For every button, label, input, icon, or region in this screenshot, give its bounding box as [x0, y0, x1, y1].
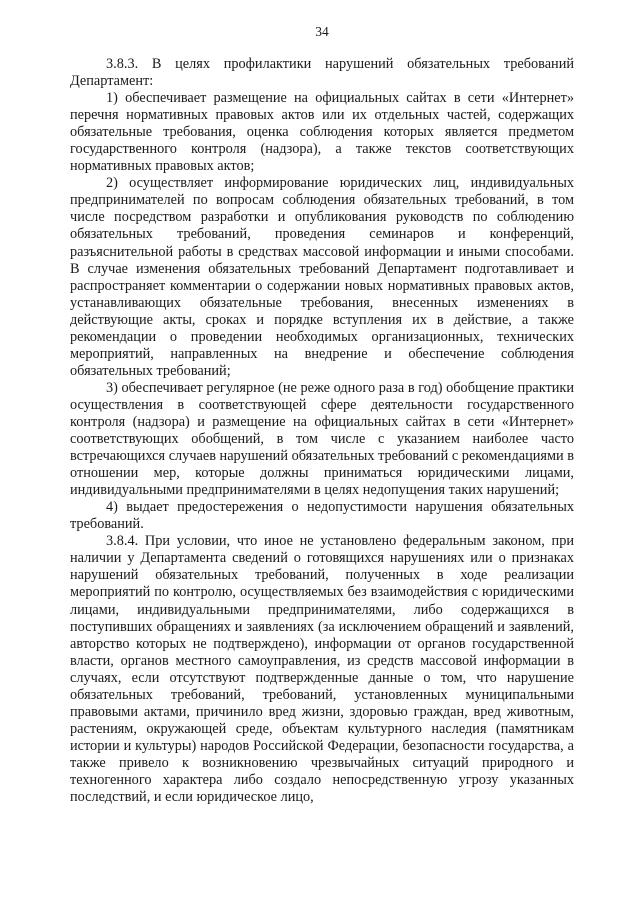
document-page	[70, 24, 574, 806]
paragraph-item-3: 3) обеспечивает регулярное (не реже одного раза в год) обобщение практики осуществления в соответствующей сфере деятельности государственного контроля (надзора) и размещение на официальных сайтах в сети «Интернет» соответствующих обобщений, в том числе с указанием наиболее часто встречающихся случаев нарушений обязательных требований с рекомендациями в отношении мер, которые должны приниматься юридическими лицами, индивидуальными предпринимателями в целях недопущения таких нарушений;	[70, 379, 574, 499]
paragraph-item-2: 2) осуществляет информирование юридических лиц, индивидуальных предпринимателей по вопросам соблюдения обязательных требований, в том числе посредством разработки и опубликования руководств по соблюдению обязательных требований, проведения семинаров и конференций, разъяснительной работы в средствах массовой информации и иными способами. В случае изменения обязательных требований Департамент подготавливает и распространяет комментарии о содержании новых нормативных правовых актов, устанавливающих обязательные требования, внесенных изменениях в действующие акты, сроках и порядке вступления их в действие, а также рекомендации о проведении необходимых организационных, технических мероприятий, направленных на внедрение и обеспечение соблюдения обязательных требований;	[70, 175, 574, 379]
paragraph-item-1: 1) обеспечивает размещение на официальных сайтах в сети «Интернет» перечня нормативных правовых актов или их отдельных частей, содержащих обязательные требования, оценка соблюдения которых является предметом государственного контроля (надзора), а также текстов соответствующих нормативных правовых актов;	[70, 90, 574, 175]
page-number: 34	[315, 24, 329, 39]
paragraph-item-4: 4) выдает предостережения о недопустимости нарушения обязательных требований.	[70, 499, 574, 533]
paragraph-3-8-3: 3.8.3. В целях профилактики нарушений обязательных требований Департамент:	[70, 56, 574, 90]
paragraph-3-8-4: 3.8.4. При условии, что иное не установлено федеральным законом, при наличии у Департамента сведений о готовящихся нарушениях или о признаках нарушений обязательных требований, полученных в ходе реализации мероприятий по контролю, осуществляемых без взаимодействия с юридическими лицами, индивидуальными предпринимателями, либо содержащихся в поступивших обращениях и заявлениях (за исключением обращений и заявлений, авторство которых не подтверждено), информации от органов государственной власти, органов местного самоуправления, из средств массовой информации в случаях, если отсутствуют подтвержденные данные о том, что нарушение обязательных требований, требований, установленных муниципальными правовыми актами, причинило вред жизни, здоровью граждан, вред животным, растениям, окружающей среде, объектам культурного наследия (памятникам истории и культуры) народов Российской Федерации, безопасности государства, а также привело к возникновению чрезвычайных ситуаций природного и техногенного характера либо создало непосредственную угрозу указанных последствий, и если юридическое лицо,	[70, 533, 574, 806]
